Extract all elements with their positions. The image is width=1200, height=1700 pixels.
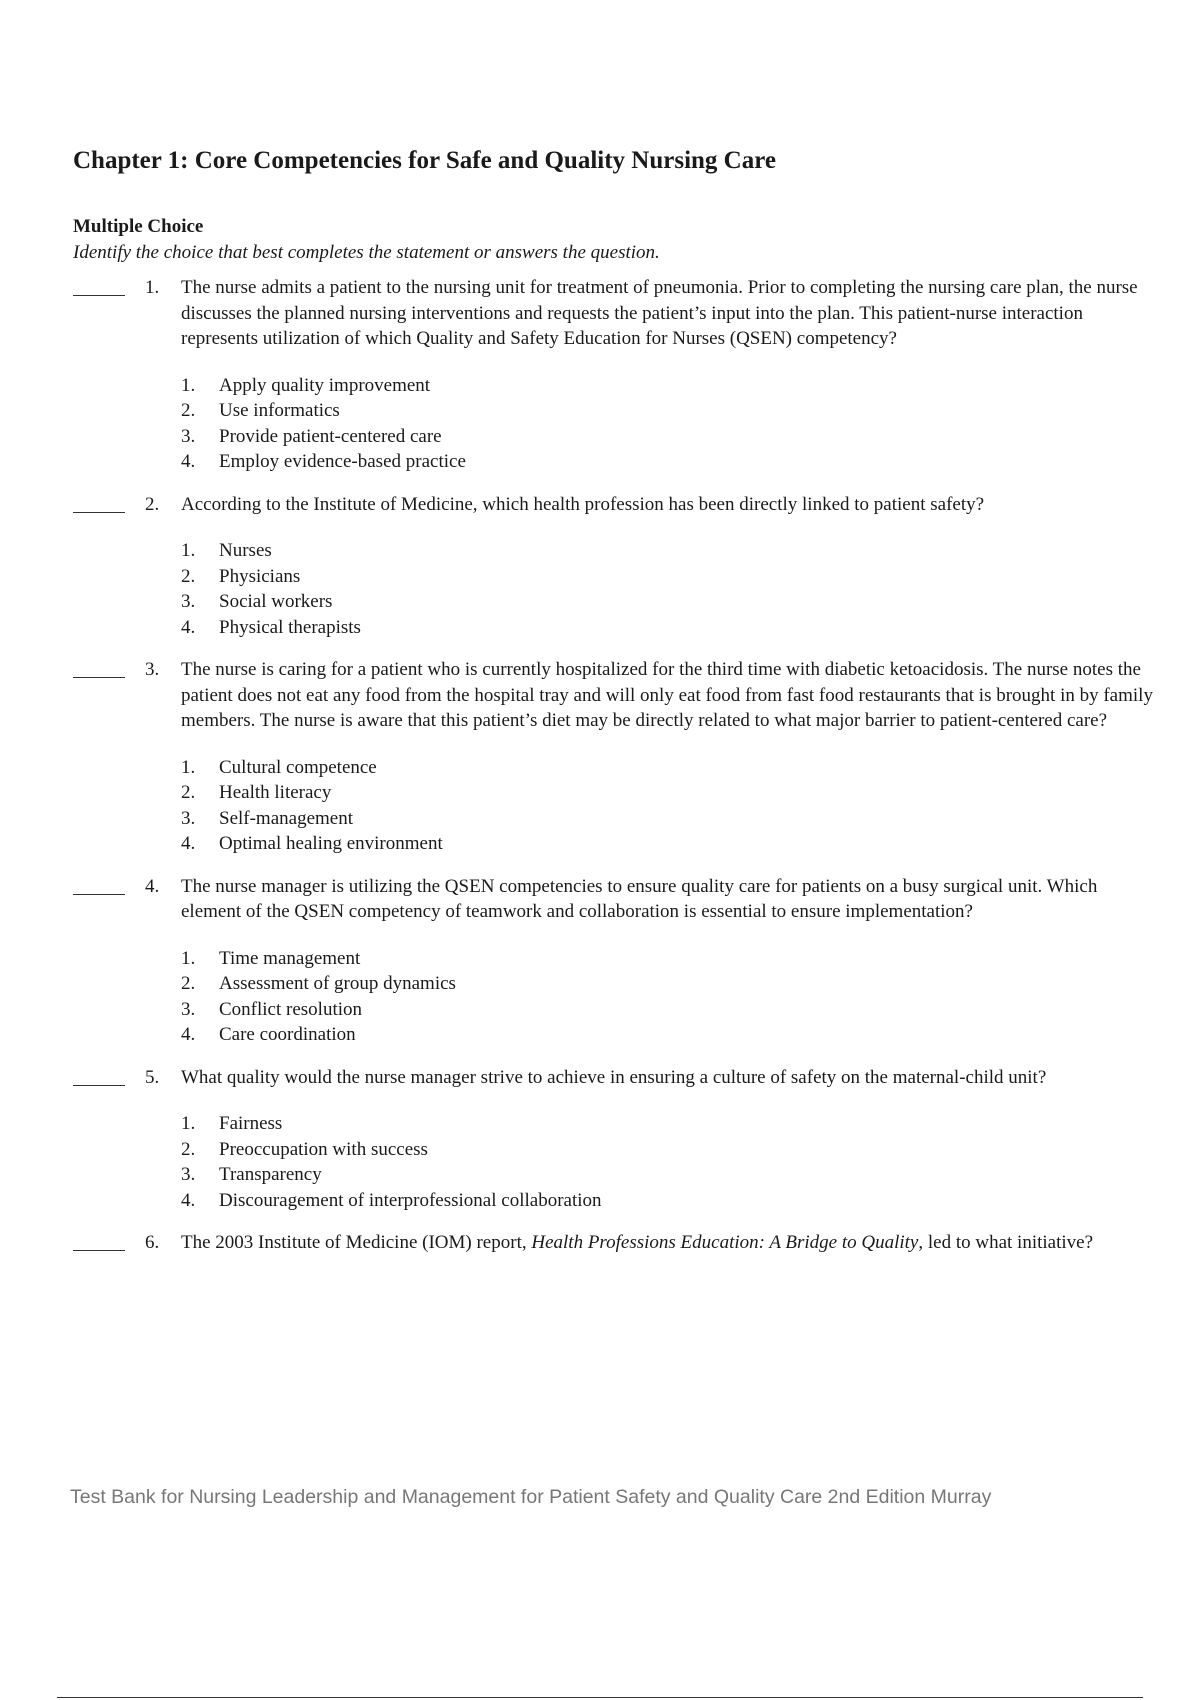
option-text: Physical therapists [219,616,361,638]
answer-option[interactable] [181,564,1153,590]
answer-option[interactable] [181,806,1153,832]
answer-blank[interactable] [73,1230,125,1251]
question-number: 2. [145,493,160,515]
option-number: 1. [181,1113,196,1134]
option-number: 2. [181,1138,196,1160]
option-text: Discouragement of interprofessional collaboration [219,1189,602,1211]
option-number: 3. [181,425,196,447]
option-text: Social workers [219,591,333,612]
question-list [73,275,1153,1213]
option-number: 1. [181,756,196,778]
answer-option[interactable] [181,780,1153,806]
bottom-divider [57,1697,1143,1698]
option-number: 3. [181,998,196,1020]
answer-option[interactable] [181,831,1153,857]
question-4 [73,874,1153,1048]
answer-option[interactable] [181,1188,1153,1214]
question-number: 1. [145,277,160,298]
answer-options [181,946,1153,1048]
answer-blank[interactable] [73,275,125,296]
question-number: 6. [145,1232,160,1253]
question-3 [73,657,1153,857]
answer-option[interactable] [181,589,1153,615]
answer-options [181,538,1153,640]
option-text: Care coordination [219,1024,356,1045]
option-number: 4. [181,616,196,638]
answer-options [181,373,1153,475]
option-number: 4. [181,1024,196,1045]
answer-option[interactable] [181,424,1153,450]
option-number: 2. [181,782,196,803]
question-5 [73,1065,1153,1214]
option-number: 2. [181,973,196,994]
option-text: Provide patient-centered care [219,425,442,447]
question-text: The nurse is caring for a patient who is currently hospitalized for the third time with diabetic ketoacidosis. The nurse notes the patient does not eat any food from the hospital tray and will only eat food from fast food restaurants that is brought in by family members. The nurse is aware that this patient’s diet may be directly related to what major barrier to patient-centered care? [181,659,1153,731]
option-number: 4. [181,833,196,854]
option-text: Optimal healing environment [219,833,443,854]
question-number: 4. [145,875,160,897]
answer-option[interactable] [181,373,1153,399]
option-number: 4. [181,1189,196,1211]
option-number: 1. [181,374,196,396]
answer-option[interactable] [181,1162,1153,1188]
question-number: 3. [145,659,160,680]
answer-blank[interactable] [73,1065,125,1086]
document-page [73,145,1153,1256]
answer-option[interactable] [181,1022,1153,1048]
option-text: Physicians [219,565,301,587]
option-number: 1. [181,947,196,969]
section-heading: Multiple Choice [73,216,204,237]
answer-option[interactable] [181,1111,1153,1137]
answer-option[interactable] [181,997,1153,1023]
answer-option[interactable] [181,538,1153,564]
option-text: Apply quality improvement [219,374,431,396]
option-number: 3. [181,1164,196,1185]
option-text: Use informatics [219,400,340,421]
option-text: Time management [219,947,361,969]
option-text: Assessment of group dynamics [219,973,456,994]
answer-blank[interactable] [73,657,125,678]
instructions: Identify the choice that best completes the statement or answers the question. [73,242,660,263]
question-text: According to the Institute of Medicine, which health profession has been directly linked to patient safety? [181,493,985,515]
option-text: Health literacy [219,782,332,803]
question-number: 5. [145,1066,160,1088]
option-text: Nurses [219,540,272,561]
footer-caption: Test Bank for Nursing Leadership and Management for Patient Safety and Quality Care 2nd Edition Murray [70,1486,992,1508]
option-number: 3. [181,807,196,829]
question-text [181,1230,1153,1256]
option-text: Conflict resolution [219,998,363,1020]
answer-options [181,755,1153,857]
question-text: The nurse manager is utilizing the QSEN competencies to ensure quality care for patients on a busy surgical unit. Which element of the QSEN competency of teamwork and collaboration is essential to ensure implementation? [181,875,1098,922]
answer-option[interactable] [181,755,1153,781]
option-text: Transparency [219,1164,322,1185]
option-text: Self-management [219,807,354,829]
answer-option[interactable] [181,398,1153,424]
question-text: What quality would the nurse manager strive to achieve in ensuring a culture of safety on the maternal-child unit? [181,1066,1047,1088]
option-text: Fairness [219,1113,283,1134]
option-text: Cultural competence [219,756,377,778]
option-number: 3. [181,591,196,612]
answer-option[interactable] [181,449,1153,475]
question-text-part: , led to what initiative? [918,1232,1094,1253]
report-title: Health Professions Education: A Bridge to Quality [531,1232,919,1253]
answer-option[interactable] [181,946,1153,972]
answer-blank[interactable] [73,874,125,895]
option-number: 4. [181,451,196,472]
answer-blank[interactable] [73,492,125,513]
answer-option[interactable] [181,1137,1153,1163]
answer-options [181,1111,1153,1213]
question-2 [73,492,1153,641]
option-number: 2. [181,565,196,587]
question-text-part: The 2003 Institute of Medicine (IOM) report, [181,1232,532,1253]
option-text: Employ evidence-based practice [219,451,466,472]
answer-option[interactable] [181,615,1153,641]
answer-option[interactable] [181,971,1153,997]
question-1 [73,275,1153,475]
option-number: 2. [181,400,196,421]
option-number: 1. [181,540,196,561]
chapter-title: Chapter 1: Core Competencies for Safe and Quality Nursing Care [73,147,776,174]
question-text: The nurse admits a patient to the nursing unit for treatment of pneumonia. Prior to completing the nursing care plan, the nurse discusses the planned nursing interventions and requests the patient’s input into the plan. This patient-nurse interaction represents utilization of which Quality and Safety Education for Nurses (QSEN) competency? [181,277,1138,349]
option-text: Preoccupation with success [219,1138,428,1160]
question-6 [73,1230,1153,1256]
